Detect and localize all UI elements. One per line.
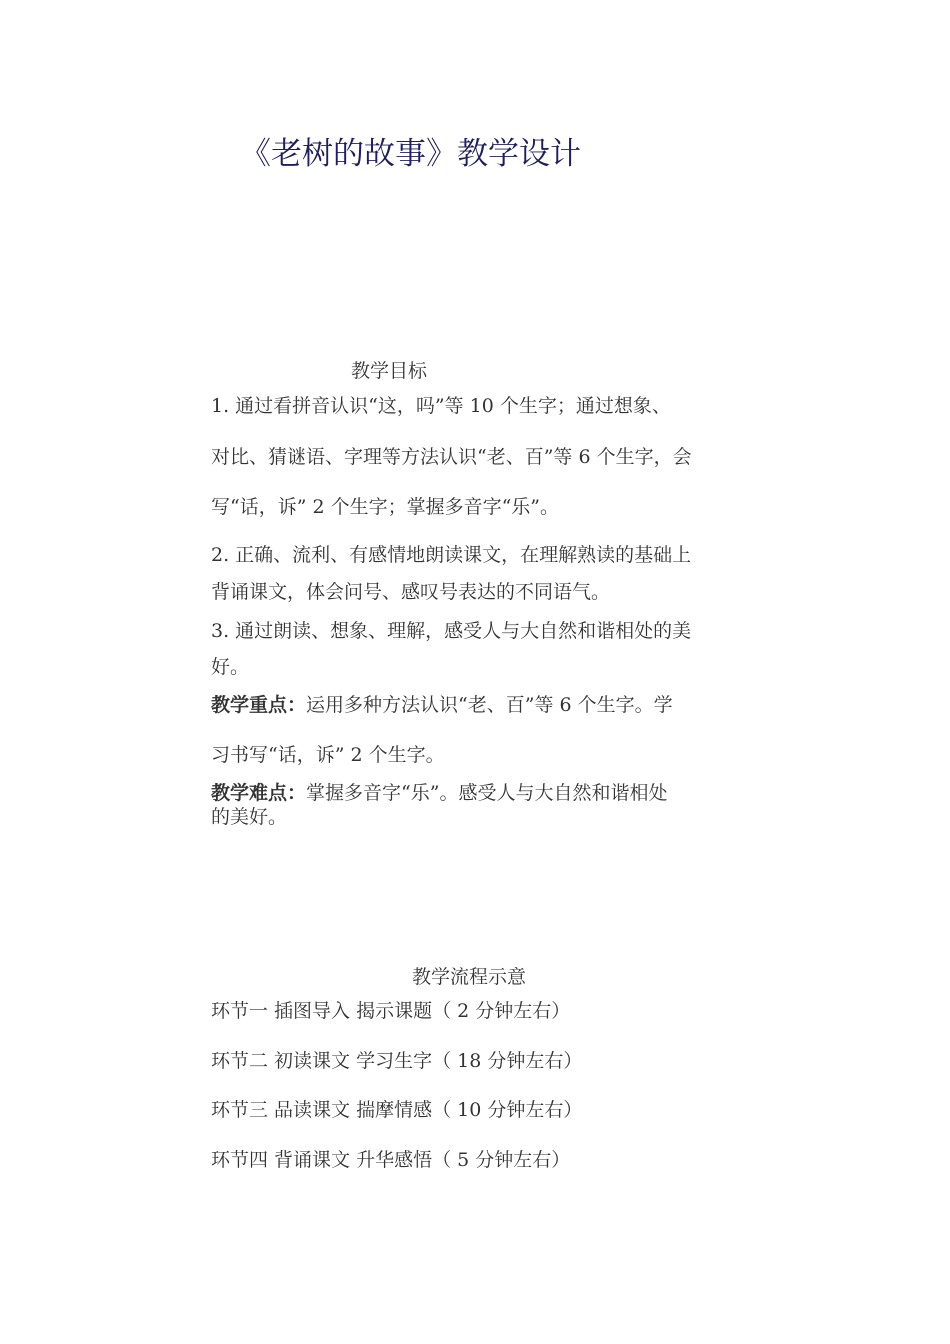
objective-1-line-2: 对比、猜谜语、字理等方法认识“老、百”等 6 个生字，会: [211, 446, 692, 468]
flow-step-1: 环节一 插图导入 揭示课题（ 2 分钟左右）: [211, 1000, 571, 1022]
objective-3-line-2: 好。: [211, 656, 250, 678]
flow-step-3: 环节三 品读课文 揣摩情感（ 10 分钟左右）: [211, 1099, 583, 1121]
flow-heading: 教学流程示意: [412, 966, 527, 988]
difficulties-line-2: 的美好。: [211, 806, 288, 828]
key-points-label: 教学重点：: [211, 694, 307, 716]
difficulties-label: 教学难点：: [211, 782, 307, 804]
objective-2-line-1: 2. 正确、流利、有感情地朗读课文，在理解熟读的基础上: [211, 544, 692, 566]
objectives-heading: 教学目标: [351, 360, 428, 382]
key-points-text: 运用多种方法认识“老、百”等 6 个生字。学: [306, 694, 673, 716]
objective-1-line-1: 1. 通过看拼音认识“这，吗”等 10 个生字；通过想象、: [211, 395, 671, 417]
objective-2-line-2: 背诵课文，体会问号、感叹号表达的不同语气。: [211, 581, 611, 603]
difficulties-text: 掌握多音字“乐”。感受人与大自然和谐相处: [306, 782, 668, 804]
objective-3-line-1: 3. 通过朗读、想象、理解，感受人与大自然和谐相处的美: [211, 620, 692, 642]
key-points-line-2: 习书写“话，诉” 2 个生字。: [211, 744, 445, 766]
difficulties-line-1: [211, 781, 667, 805]
flow-step-4: 环节四 背诵课文 升华感悟（ 5 分钟左右）: [211, 1149, 571, 1171]
objective-1-line-3: 写“话，诉” 2 个生字；掌握多音字“乐”。: [211, 496, 560, 518]
document-title: 《老树的故事》教学设计: [240, 136, 581, 172]
flow-step-2: 环节二 初读课文 学习生字（ 18 分钟左右）: [211, 1050, 583, 1072]
key-points-line-1: [211, 693, 673, 717]
